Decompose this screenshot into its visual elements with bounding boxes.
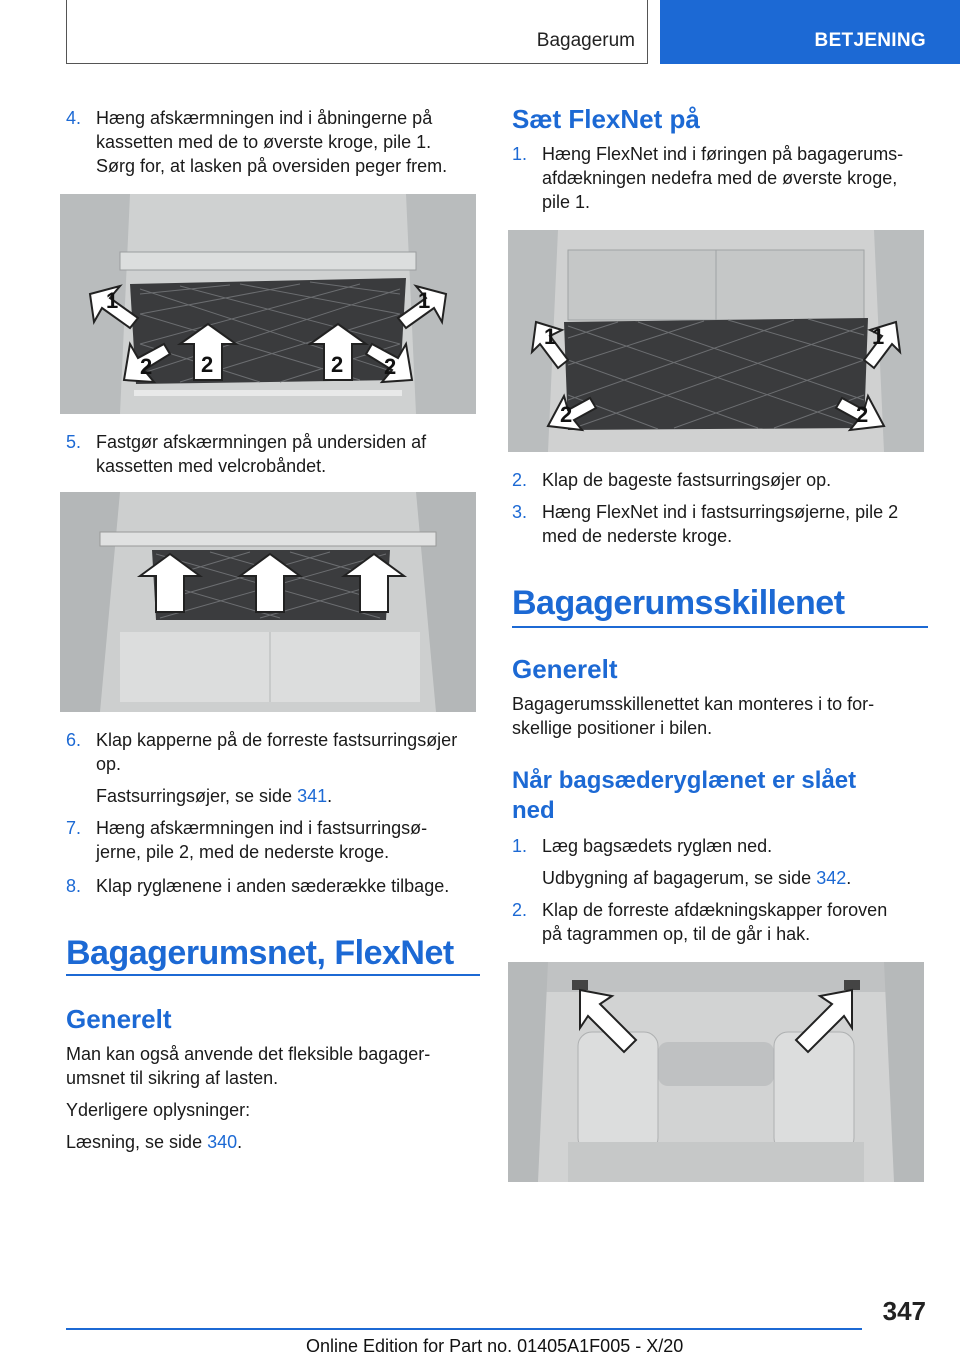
step-text: pile 1. (542, 192, 591, 212)
figure-flexnet-arrows (508, 230, 924, 452)
step-text: kassetten med de to øverste kroge, pile 1. (96, 132, 432, 152)
page-link[interactable]: 340 (207, 1132, 238, 1152)
step-text: kassetten med velcrobåndet. (96, 456, 327, 476)
header-section-title: Bagagerum (536, 30, 635, 51)
paragraph-line: skellige positioner i bilen. (512, 718, 713, 738)
paragraph: Yderligere oplysninger: (66, 1100, 251, 1120)
page-link[interactable]: 342 (816, 868, 847, 888)
step-number: 1. (512, 836, 528, 856)
step-number: 4. (66, 108, 82, 128)
step-text: op. (96, 754, 122, 774)
subheading-line: Når bagsæderyglænet er slået (512, 767, 857, 794)
heading-rule (512, 626, 928, 628)
ref-end: . (237, 1132, 243, 1152)
step-number: 2. (512, 900, 528, 920)
ref-end: . (846, 868, 852, 888)
fig1-label: 1 (106, 288, 119, 313)
step-text: på tagrammen op, til de går i hak. (542, 924, 811, 944)
fig1-label: 2 (201, 352, 214, 377)
step-number: 6. (66, 730, 82, 750)
fig3-label: 1 (872, 324, 885, 349)
ref-end: . (327, 786, 333, 806)
paragraph (66, 1042, 430, 1090)
step-text: Sørg for, at lasken på oversiden peger frem. (96, 156, 448, 176)
step-number: 3. (512, 502, 528, 522)
step-text: Læg bagsædets ryglæn ned. (542, 836, 773, 856)
heading-rule (66, 974, 480, 976)
step-text: Hæng FlexNet ind i føringen på bagagerums‐ (542, 144, 904, 164)
figure-roof-caps-arrows (508, 962, 924, 1182)
step-text: Klap kapperne på de forreste fastsurringsøjer (96, 730, 458, 750)
fig1-label: 2 (331, 352, 344, 377)
figure-cargo-cover-arrows (60, 194, 476, 414)
step-text: jerne, pile 2, med de nederste kroge. (96, 842, 390, 862)
subheading-bagsaede (512, 766, 856, 826)
step-number: 1. (512, 144, 528, 164)
fig3-label: 2 (560, 402, 573, 427)
step-text: Klap de forreste afdækningskapper foroven (542, 900, 888, 920)
page-number: 347 (882, 1296, 926, 1326)
step-text: Hæng afskærmningen ind i fastsurringsø‐ (96, 818, 428, 838)
footer-rule (66, 1328, 862, 1330)
fig1-label: 2 (384, 354, 397, 379)
step-text: Klap ryglænene i anden sæderække tilbage. (96, 876, 450, 896)
heading-flexnet: Bagagerumsnet, FlexNet (66, 934, 454, 972)
step-number: 8. (66, 876, 82, 896)
ref-text: Læsning, se side (66, 1132, 208, 1152)
ref-text: Udbygning af bagagerum, se side (542, 868, 817, 888)
fig1-label: 1 (418, 288, 431, 313)
cross-reference (542, 866, 851, 890)
page-link[interactable]: 341 (297, 786, 328, 806)
step-number: 5. (66, 432, 82, 452)
paragraph (512, 692, 874, 740)
footer-edition: Online Edition for Part no. 01405A1F005 - X/20 (306, 1336, 684, 1356)
step-text: med de nederste kroge. (542, 526, 733, 546)
ref-text: Fastsurringsøjer, se side (96, 786, 298, 806)
step-number: 2. (512, 470, 528, 490)
step-text: Hæng FlexNet ind i fastsurringsøjerne, pile 2 (542, 502, 899, 522)
step-text: Hæng afskærmningen ind i åbningerne på (96, 108, 433, 128)
step-text: Klap de bageste fastsurringsøjer op. (542, 470, 832, 490)
figure-velcro-arrows (60, 492, 476, 712)
header-section-box (66, 0, 648, 64)
subheading-line: ned (512, 797, 555, 824)
subheading-saet-flexnet: Sæt FlexNet på (512, 104, 700, 134)
heading-skillenet: Bagagerumsskillenet (512, 584, 845, 622)
cross-reference (96, 784, 332, 808)
header-chapter-tab[interactable] (660, 0, 960, 64)
cross-reference (66, 1130, 242, 1154)
fig3-label: 2 (856, 402, 869, 427)
fig3-label: 1 (544, 324, 557, 349)
step-number: 7. (66, 818, 82, 838)
paragraph-line: Man kan også anvende det fleksible bagager‐ (66, 1044, 431, 1064)
fig1-label: 2 (140, 354, 153, 379)
header-chapter-label: BETJENING (814, 30, 926, 51)
step-text: afdækningen nedefra med de øverste kroge, (542, 168, 898, 188)
paragraph-line: umsnet til sikring af lasten. (66, 1068, 279, 1088)
subheading-generelt: Generelt (512, 654, 618, 684)
step-text: Fastgør afskærmningen på undersiden af (96, 432, 427, 452)
paragraph-line: Bagagerumsskillenettet kan monteres i to for‐ (512, 694, 875, 714)
subheading-generelt: Generelt (66, 1004, 172, 1034)
